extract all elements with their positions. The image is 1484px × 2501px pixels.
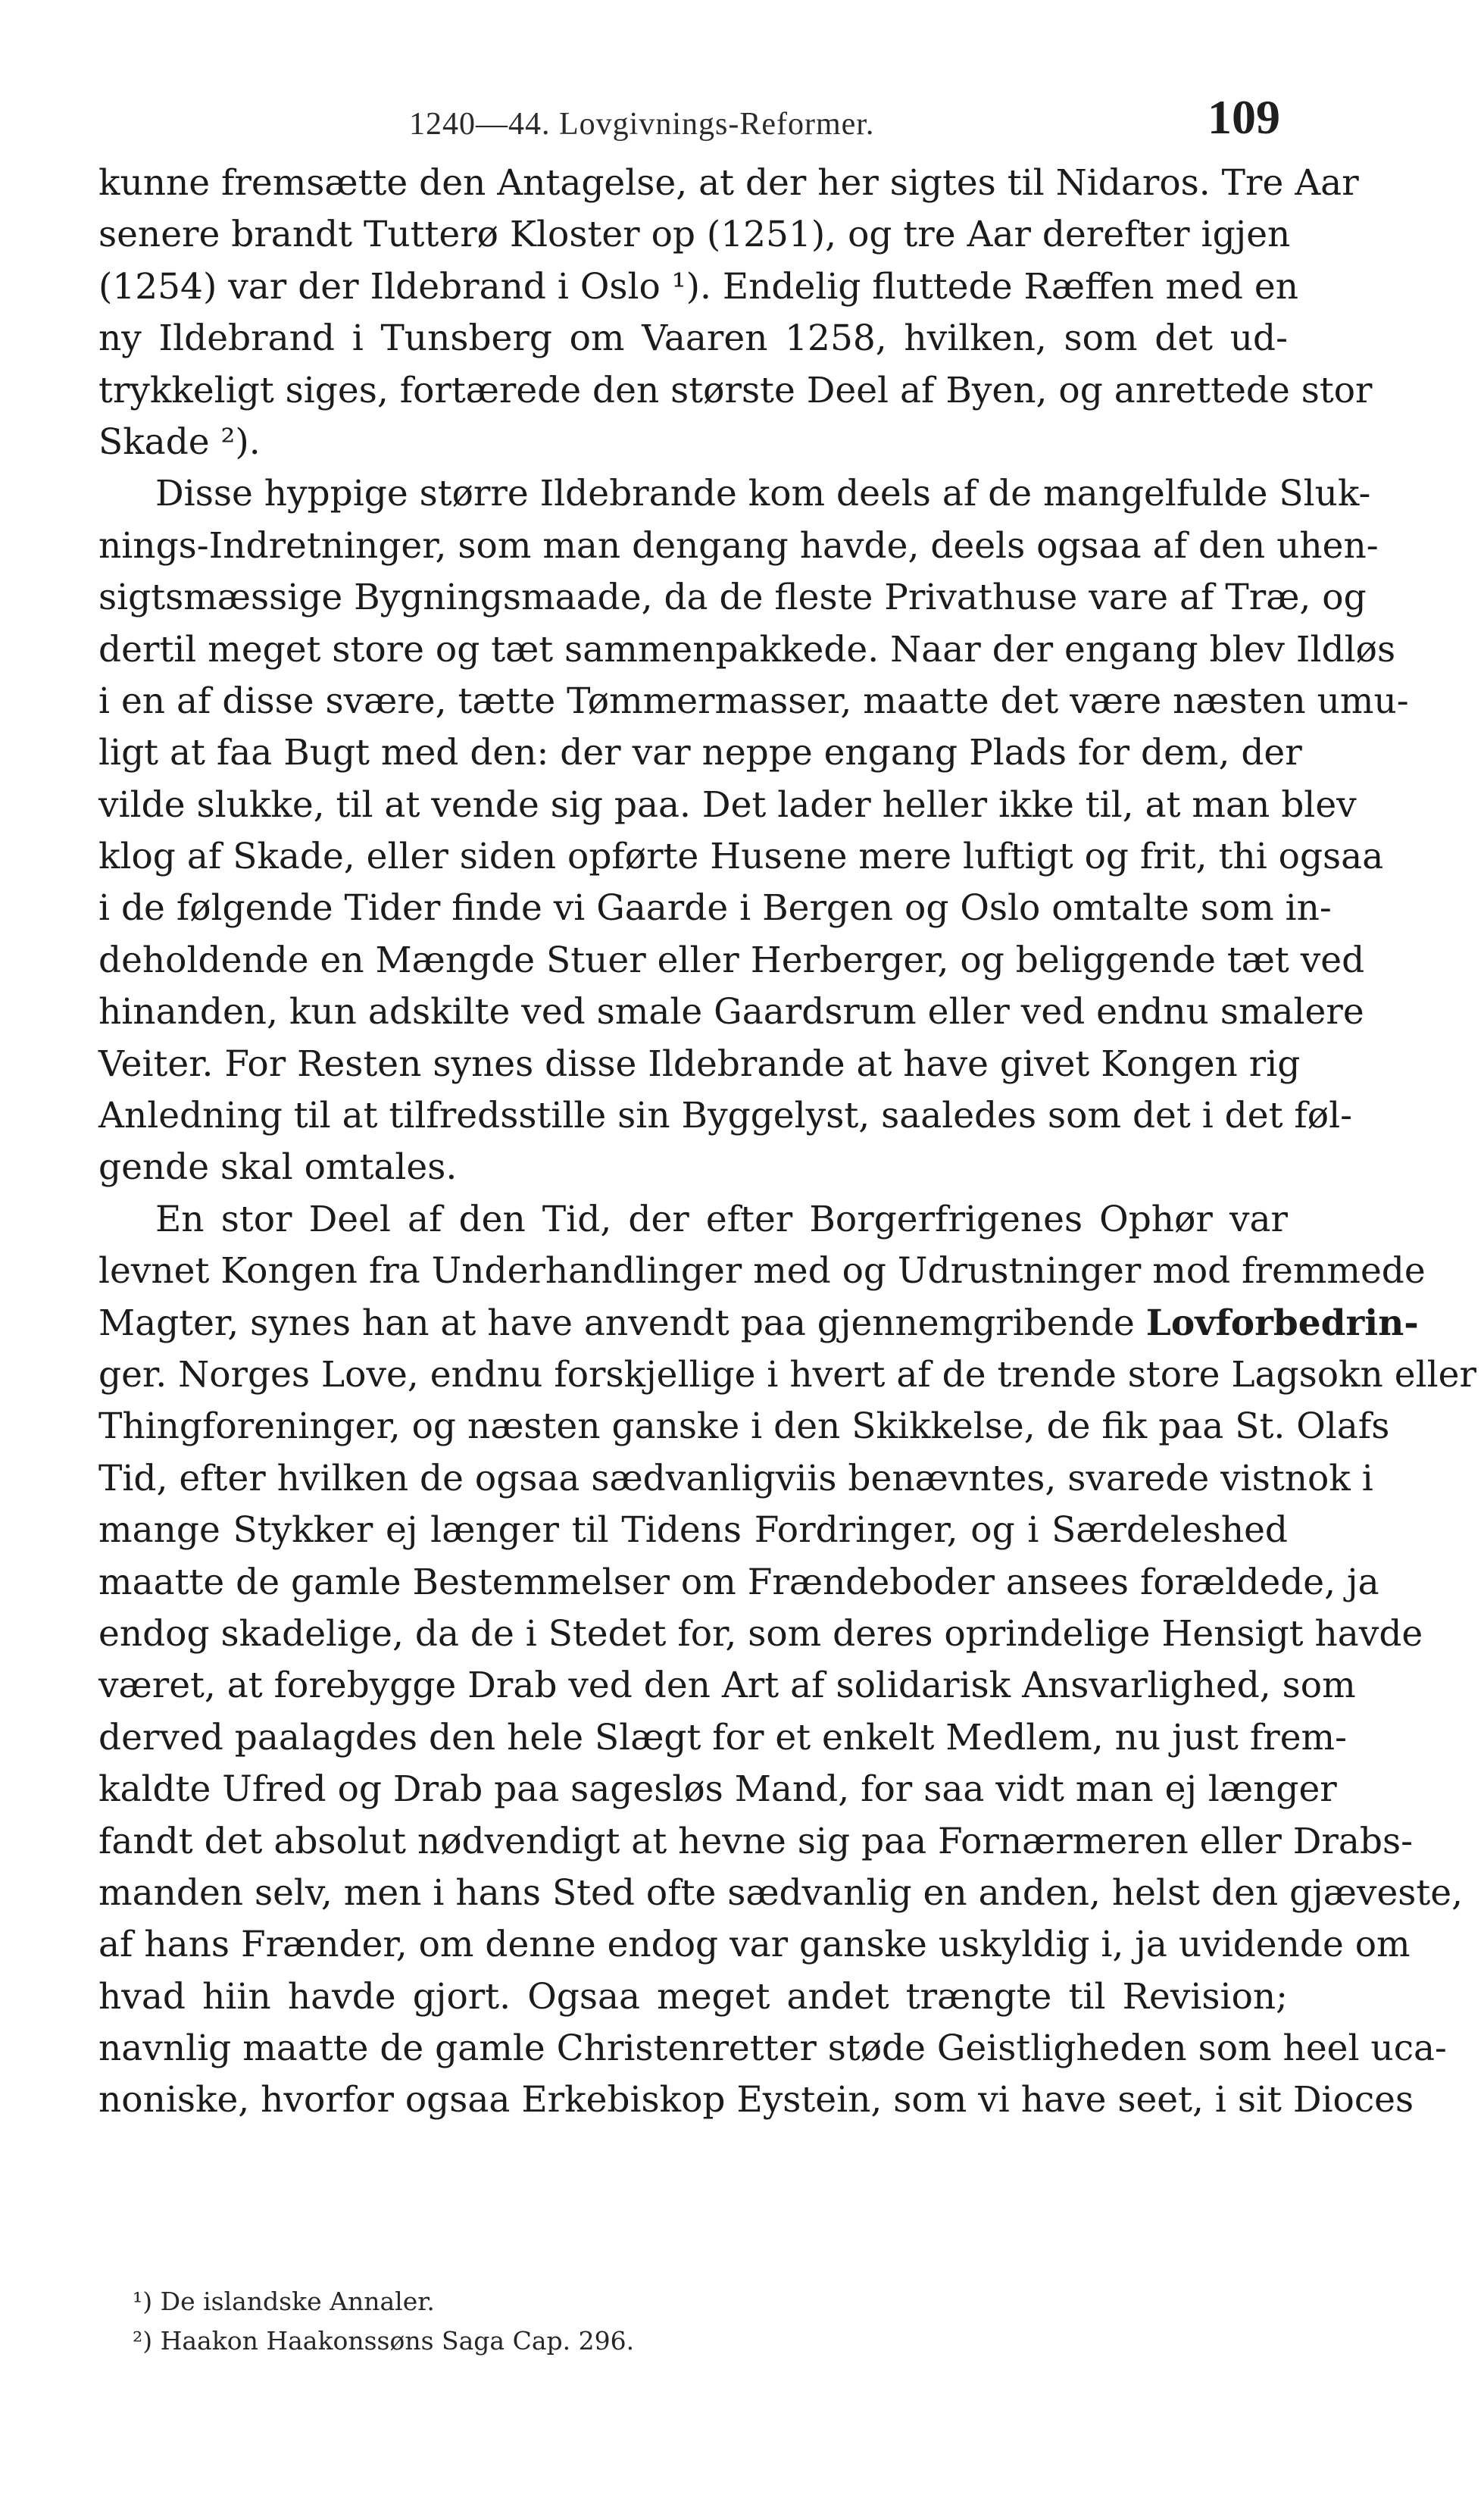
text-line: manden selv, men i hans Sted ofte sædvanlig en anden, helst den gjæveste, (98, 1871, 1464, 1914)
page-number: 109 (1208, 90, 1280, 144)
text-line: fandt det absolut nødvendigt at hevne sig paa Fornærmeren eller Drabs- (98, 1820, 1414, 1862)
text-line: levnet Kongen fra Underhandlinger med og Udrustninger mod fremmede (98, 1250, 1426, 1293)
text-line: Skade ²). (98, 420, 261, 463)
running-head (98, 89, 1280, 158)
text-line: dertil meget store og tæt sammenpakkede. Naar der engang blev Ildløs (98, 628, 1396, 671)
text-line: maatte de gamle Bestemmelser om Frændeboder ansees forældede, ja (98, 1561, 1379, 1603)
text-line: Disse hyppige større Ildebrande kom deels af de mangelfulde Sluk- (155, 473, 1371, 515)
text-line: Veiter. For Resten synes disse Ildebrande at have givet Kongen rig (98, 1043, 1301, 1085)
text-line: En stor Deel af den Tid, der efter Borgerfrigenes Ophør var (155, 1198, 1288, 1240)
text-line: gende skal omtales. (98, 1146, 458, 1189)
text-line: i en af disse svære, tætte Tømmermasser, maatte det være næsten umu- (98, 680, 1409, 722)
text-line: klog af Skade, eller siden opførte Husene mere luftigt og frit, thi ogsaa (98, 836, 1384, 878)
text-line: nings-Indretninger, som man dengang havde, deels ogsaa af den uhen- (98, 524, 1379, 567)
running-title: 1240—44. Lovgivnings-Reformer. (409, 107, 875, 142)
body-text (98, 158, 1476, 2127)
text-line: været, at forebygge Drab ved den Art af solidarisk Ansvarlighed, som (98, 1665, 1356, 1707)
text-line: senere brandt Tutterø Kloster op (1251), og tre Aar derefter igjen (98, 214, 1291, 256)
text-line: Thingforeninger, og næsten ganske i den Skikkelse, de fik paa St. Olafs (98, 1405, 1390, 1448)
text-line: ligt at faa Bugt med den: der var neppe engang Plads for dem, der (98, 732, 1302, 774)
footnote (133, 2321, 1193, 2361)
emphasized-term: Lovforbedrin- (1145, 1302, 1419, 1344)
text-line: noniske, hvorfor ogsaa Erkebiskop Eystein, som vi have seet, i sit Dioces (98, 2079, 1414, 2121)
text-line: (1254) var der Ildebrand i Oslo ¹). Endelig fluttede Ræffen med en (98, 265, 1299, 308)
paragraph-2 (98, 468, 1409, 1193)
text-line: hinanden, kun adskilte ved smale Gaardsrum eller ved endnu smalere (98, 991, 1364, 1033)
footnotes (133, 2282, 1193, 2361)
text-line: Tid, efter hvilken de ogsaa sædvanligviis benævntes, svarede vistnok i (98, 1457, 1373, 1499)
text-line-with-emphasis (98, 1298, 1419, 1349)
text-line: kunne fremsætte den Antagelse, at der her sigtes til Nidaros. Tre Aar (98, 162, 1359, 204)
paragraph-3 (98, 1194, 1476, 2127)
text-line: endog skadelige, da de i Stedet for, som deres oprindelige Hensigt havde (98, 1612, 1423, 1655)
footnote-text: Haakon Haakonssøns Saga Cap. 296. (160, 2326, 635, 2356)
text-line: trykkeligt siges, fortærede den største Deel af Byen, og anrettede stor (98, 369, 1373, 411)
text-line: Anledning til at tilfredsstille sin Byggelyst, saaledes som det i det føl- (98, 1095, 1353, 1137)
footnote-mark: ²) (133, 2326, 153, 2356)
text-line: derved paalagdes den hele Slægt for et enkelt Medlem, nu just frem- (98, 1716, 1347, 1759)
text-line: vilde slukke, til at vende sig paa. Det lader heller ikke til, at man blev (98, 783, 1357, 826)
text-line: navnlig maatte de gamle Christenretter støde Geistligheden som heel uca- (98, 2027, 1447, 2070)
text-segment: Magter, synes han at have anvendt paa gjennemgribende (98, 1302, 1146, 1344)
footnote (133, 2282, 1193, 2321)
footnote-text: De islandske Annaler. (160, 2287, 435, 2316)
text-line: sigtsmæssige Bygningsmaade, da de fleste Privathuse vare af Træ, og (98, 577, 1367, 619)
text-line: deholdende en Mængde Stuer eller Herberger, og beliggende tæt ved (98, 939, 1365, 981)
text-line: i de følgende Tider finde vi Gaarde i Bergen og Oslo omtalte som in- (98, 887, 1332, 930)
text-line: ny Ildebrand i Tunsberg om Vaaren 1258, hvilken, som det ud- (98, 317, 1288, 360)
footnote-mark: ¹) (133, 2287, 153, 2316)
text-line: mange Stykker ej længer til Tidens Fordringer, og i Særdeleshed (98, 1509, 1288, 1552)
text-line: af hans Frænder, om denne endog var ganske uskyldig i, ja uvidende om (98, 1924, 1411, 1966)
text-line: ger. Norges Love, endnu forskjellige i hvert af de trende store Lagsokn eller (98, 1353, 1476, 1396)
paragraph-1 (98, 158, 1373, 468)
text-line: kaldte Ufred og Drab paa sagesløs Mand, for saa vidt man ej længer (98, 1768, 1337, 1811)
text-line: hvad hiin havde gjort. Ogsaa meget andet trængte til Revision; (98, 1975, 1288, 2018)
